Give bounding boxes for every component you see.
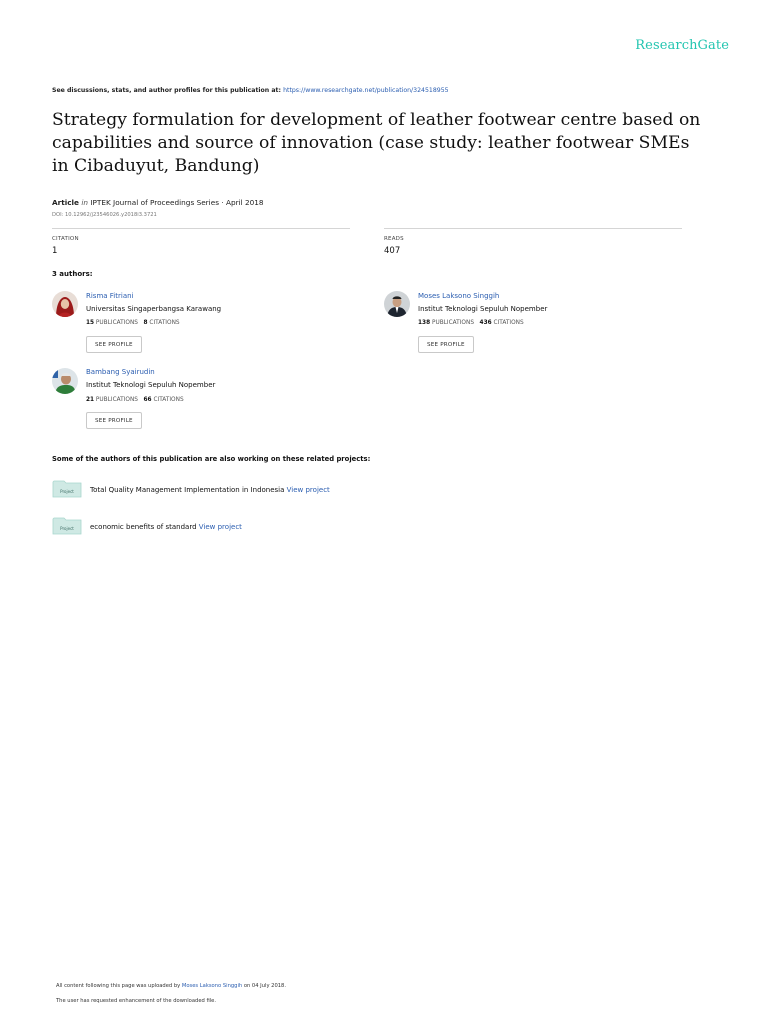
citation-label: CITATION — [52, 236, 79, 242]
project-icon — [52, 517, 82, 535]
author-institution: Universitas Singaperbangsa Karawang — [86, 305, 222, 313]
publications-count: 21 — [86, 397, 95, 403]
author-name-link[interactable]: Risma Fitriani — [86, 292, 134, 300]
publications-label: PUBLICATIONS — [95, 397, 138, 403]
top-note-text: See discussions, stats, and author profiles for this publication at: — [52, 87, 284, 94]
article-meta — [52, 198, 264, 207]
publication-url-link[interactable]: https://www.researchgate.net/publication/324518955 — [283, 87, 449, 94]
view-project-link[interactable]: View project — [286, 486, 330, 494]
doi: DOI: 10.12962/j23546026.y2018i3.3721 — [52, 212, 157, 218]
reads-count: 407 — [384, 246, 401, 256]
authors-heading: 3 authors: — [52, 270, 93, 278]
project-icon-label: Project — [60, 489, 74, 494]
publications-count: 138 — [418, 320, 431, 326]
author-avatar[interactable] — [52, 368, 78, 394]
upload-prefix: All content following this page was uploaded by — [56, 983, 182, 989]
author-stats — [86, 397, 184, 403]
avatar-photo-icon — [52, 291, 78, 317]
project-icon-label: Project — [60, 526, 74, 531]
citations-count: 66 — [143, 397, 152, 403]
researchgate-logo[interactable]: ResearchGate — [635, 38, 729, 53]
uploader-link[interactable]: Moses Laksono Singgih — [181, 983, 243, 989]
author-stats — [86, 320, 180, 326]
citation-count: 1 — [52, 246, 58, 256]
project-item — [90, 523, 242, 531]
citations-count: 436 — [479, 320, 492, 326]
avatar-photo-icon — [384, 291, 410, 317]
citations-count: 8 — [143, 320, 148, 326]
publications-count: 15 — [86, 320, 95, 326]
divider — [52, 228, 350, 229]
publications-label: PUBLICATIONS — [95, 320, 138, 326]
citations-label: CITATIONS — [493, 320, 524, 326]
in-word: in — [81, 198, 88, 207]
project-title: economic benefits of standard — [90, 523, 197, 531]
avatar-photo-icon — [52, 368, 78, 394]
author-avatar[interactable] — [52, 291, 78, 317]
see-profile-button[interactable]: SEE PROFILE — [86, 336, 142, 353]
author-institution: Institut Teknologi Sepuluh Nopember — [418, 305, 548, 313]
divider — [384, 228, 682, 229]
author-stats — [418, 320, 524, 326]
see-profile-button[interactable]: SEE PROFILE — [418, 336, 474, 353]
citations-label: CITATIONS — [149, 320, 180, 326]
view-project-link[interactable]: View project — [198, 523, 242, 531]
author-institution: Institut Teknologi Sepuluh Nopember — [86, 381, 216, 389]
article-type: Article — [52, 198, 80, 207]
enhancement-note: The user has requested enhancement of the downloaded file. — [56, 998, 217, 1004]
project-icon — [52, 480, 82, 498]
see-profile-button[interactable]: SEE PROFILE — [86, 412, 142, 429]
citations-label: CITATIONS — [153, 397, 184, 403]
project-item — [90, 486, 330, 494]
projects-heading: Some of the authors of this publication are also working on these related projects: — [52, 455, 371, 463]
author-name-link[interactable]: Moses Laksono Singgih — [418, 292, 500, 300]
top-note — [52, 87, 449, 94]
upload-suffix: on 04 July 2018. — [242, 983, 287, 989]
reads-label: READS — [384, 236, 404, 242]
page-title: Strategy formulation for development of leather footwear centre based on capabilities and source of innovation (case study: leather footwear SMEs in Cibaduyut, Bandung) — [52, 110, 701, 176]
author-avatar[interactable] — [384, 291, 410, 317]
project-title: Total Quality Management Implementation in Indonesia — [90, 486, 285, 494]
upload-note — [56, 983, 286, 989]
journal-venue[interactable]: IPTEK Journal of Proceedings Series · April 2018 — [90, 198, 264, 207]
publications-label: PUBLICATIONS — [431, 320, 475, 326]
author-name-link[interactable]: Bambang Syairudin — [86, 368, 155, 376]
